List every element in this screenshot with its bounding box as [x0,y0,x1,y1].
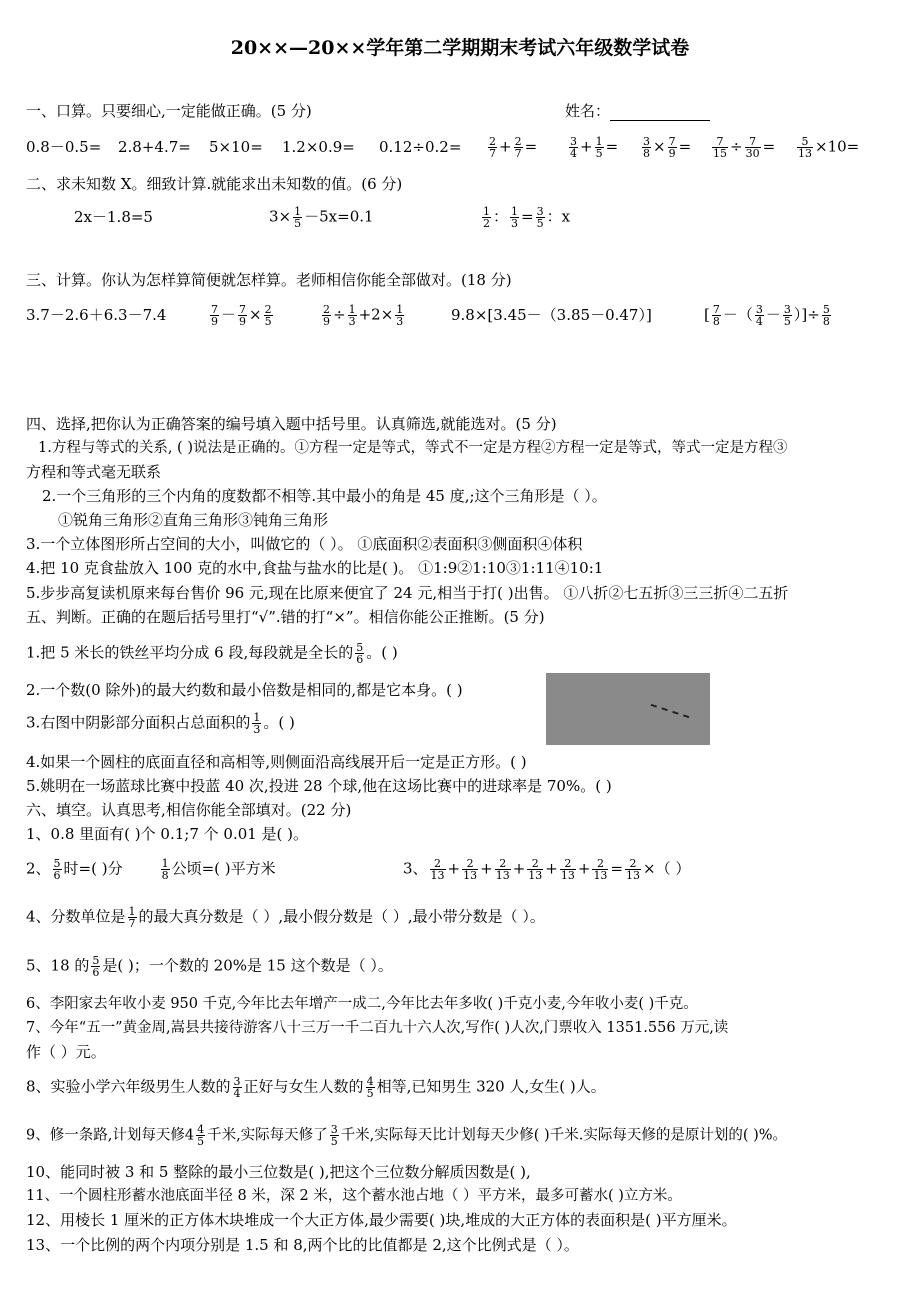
fill-q13: 13、一个比例的两个内项分别是 1.5 和 8,两个比的比值都是 2,这个比例式是（ ）。 [26,1236,579,1254]
fraction: $\frac{5}{8}$ [822,303,830,328]
fraction: $\frac{4}{5}$ [197,1123,205,1148]
choice-q1-cont: 方程和等式毫无联系 [26,463,162,481]
name-label: 姓名： [565,102,611,120]
section-4-header: 四、选择,把你认为正确答案的编号填入题中括号里。认真筛选,就能选对。(5 分) [26,415,557,433]
calc-2: $\frac{7}{9}$ － $\frac{7}{9}$ × $\frac{2}{5}$ [211,303,272,328]
fraction: $\frac{7}{9}$ [239,303,247,328]
fraction: $\frac{1}{7}$ [128,905,136,930]
fraction: $\frac{7}{9}$ [211,303,218,328]
equation-2: 3× $\frac{1}{5}$ －5x=0.1 [269,205,374,230]
fraction: $\frac{2}{13}$ [495,857,510,882]
fraction: $\frac{5}{6}$ [356,641,364,666]
fraction: $\frac{2}{13}$ [626,857,641,882]
fraction: $\frac{2}{13}$ [430,857,445,882]
fraction: $\frac{2}{13}$ [593,857,608,882]
section-1-header: 一、口算。只要细心,一定能做正确。(5 分) [26,102,312,120]
fill-q9: 9、修一条路,计划每天修4 $\frac{4}{5}$ 千米,实际每天修了 $\frac{3}{5}$ 千米,实际每天比计划每天少修( )千米.实际每天修的是原计划的( )%。 [26,1123,788,1148]
mental-frac-item: $\frac{7}{15}$ ÷ $\frac{7}{30}$ = [713,135,776,160]
equation-1: 2x－1.8=5 [74,208,153,226]
page-title: 20××—20××学年第二学期期末考试六年级数学试卷 [230,37,690,59]
judge-q1: 1.把 5 米长的铁丝平均分成 6 段,每段就是全长的 $\frac{5}{6}$ 。( ) [26,641,398,666]
fraction: $\frac{3}{5}$ [783,303,791,328]
fraction: $\frac{1}{3}$ [396,303,404,328]
fraction: $\frac{7}{15}$ [713,135,727,160]
fraction: $\frac{1}{8}$ [161,857,169,882]
mental-frac-item: $\frac{3}{8}$ × $\frac{7}{9}$ = [643,135,692,160]
fill-q2: 2、 $\frac{5}{6}$ 时=( )分 $\frac{1}{8}$ 公顷=( )平方米 [26,857,276,882]
fraction: $\frac{1}{2}$ [483,205,490,230]
choice-q4: 4.把 10 克食盐放入 100 克的水中,食盐与盐水的比是( )。 ①1:9②1:10③1:11④10:1 [26,559,604,577]
fraction: $\frac{7}{30}$ [745,135,760,160]
calc-4: 9.8×[3.45－（3.85－0.47）] [451,306,652,324]
fraction: $\frac{1}{3}$ [511,205,519,230]
fraction: $\frac{2}{9}$ [323,303,330,328]
fraction: $\frac{3}{5}$ [536,205,544,230]
mental-frac-item: $\frac{2}{7}$ + $\frac{2}{7}$ = [489,135,538,160]
name-field[interactable] [565,101,710,121]
fraction: $\frac{3}{8}$ [643,135,650,160]
shaded-area-figure [546,673,710,745]
fraction: $\frac{1}{5}$ [595,135,603,160]
choice-q2-options: ①锐角三角形②直角三角形③钝角三角形 [58,511,329,529]
fraction: $\frac{7}{9}$ [668,135,676,160]
fill-q7: 7、今年“五一”黄金周,嵩县共接待游客八十三万一千二百九十六人次,写作( )人次,门票收入 1351.556 万元,读 [26,1020,729,1036]
fraction: $\frac{5}{13}$ [798,135,812,160]
dashed-line [651,704,690,718]
mental-item: 0.12÷0.2= [379,138,462,156]
calc-1: 3.7－2.6＋6.3－7.4 [26,306,167,324]
fraction: $\frac{2}{13}$ [463,857,478,882]
choice-q1: 1.方程与等式的关系, ( )说法是正确的。①方程一定是等式，等式不一定是方程②方程一定是等式，等式一定是方程③ [38,440,788,456]
choice-q3: 3.一个立体图形所占空间的大小，叫做它的（ ）。 ①底面积②表面积③侧面积④体积 [26,535,583,553]
fill-q5: 5、18 的 $\frac{5}{6}$ 是( )；一个数的 20%是 15 这个数是（ ）。 [26,954,393,979]
fill-q1: 1、0.8 里面有( )个 0.1;7 个 0.01 是( )。 [26,825,309,843]
fill-q11: 11、一个圆柱形蓄水池底面半径 8 米，深 2 米，这个蓄水池占地（ ）平方米，最多可蓄水( )立方米。 [26,1188,682,1204]
mental-item: 2.8+4.7= [118,138,191,156]
fraction: $\frac{4}{5}$ [366,1075,374,1100]
fraction: $\frac{7}{8}$ [712,303,720,328]
fraction: $\frac{1}{3}$ [253,711,261,736]
fraction: $\frac{3}{5}$ [330,1123,338,1148]
fraction: $\frac{2}{7}$ [489,135,496,160]
fraction: $\frac{5}{6}$ [53,857,61,882]
section-2-header: 二、求未知数 X。细致计算.就能求出未知数的值。(6 分) [26,175,403,193]
section-5-header: 五、判断。正确的在题后括号里打“√”.错的打“×”。相信你能公正推断。(5 分) [26,608,545,626]
mental-item: 5×10= [209,138,263,156]
fraction: $\frac{1}{3}$ [348,303,356,328]
section-6-header: 六、填空。认真思考,相信你能全部填对。(22 分) [26,801,352,819]
fraction: $\frac{2}{7}$ [514,135,522,160]
fill-q4: 4、分数单位是 $\frac{1}{7}$ 的最大真分数是（ ）,最小假分数是（ ）,最小带分数是（ ）。 [26,905,545,930]
judge-q4: 4.如果一个圆柱的底面直径和高相等,则侧面沿高线展开后一定是正方形。( ) [26,753,527,771]
fraction: $\frac{2}{13}$ [560,857,575,882]
fraction: $\frac{2}{13}$ [528,857,543,882]
fraction: $\frac{2}{5}$ [264,303,272,328]
mental-frac-item: $\frac{3}{4}$ + $\frac{1}{5}$ = [570,135,619,160]
fill-q3: 3、 $\frac{2}{13}$ + $\frac{2}{13}$ + $\frac{2}{13}$ + $\frac{2}{13}$ + $\frac{2}{13}$ + $\frac{2}{13}$ = $\frac{2}{13}$ ×（ ） [403,857,691,882]
judge-q3: 3.右图中阴影部分面积占总面积的 $\frac{1}{3}$ 。( ) [26,711,295,736]
fraction: $\frac{3}{4}$ [233,1075,241,1100]
section-3-header: 三、计算。你认为怎样算简便就怎样算。老师相信你能全部做对。(18 分) [26,271,512,289]
fraction: $\frac{1}{5}$ [294,205,302,230]
judge-q5: 5.姚明在一场蓝球比赛中投蓝 40 次,投进 28 个球,他在这场比赛中的进球率是 70%。( ) [26,777,612,795]
fraction: $\frac{3}{4}$ [570,135,577,160]
mental-frac-item: $\frac{5}{13}$ ×10= [798,135,860,160]
name-blank[interactable] [610,106,710,121]
fill-q8: 8、实验小学六年级男生人数的 $\frac{3}{4}$ 正好与女生人数的 $\frac{4}{5}$ 相等,已知男生 320 人,女生( )人。 [26,1075,606,1100]
choice-q5: 5.步步高复读机原来每台售价 96 元,现在比原来便宜了 24 元,相当于打( )出售。 ①八折②七五折③三三折④二五折 [26,584,789,602]
mental-item: 0.8－0.5= [26,138,102,156]
fill-q6: 6、李阳家去年收小麦 950 千克,今年比去年增产一成二,今年比去年多收( )千克小麦,今年收小麦( )千克。 [26,996,698,1012]
choice-q2: 2.一个三角形的三个内角的度数都不相等.其中最小的角是 45 度,;这个三角形是（ ）。 [42,487,607,505]
fill-q7-cont: 作（ ）元。 [26,1043,106,1061]
mental-item: 1.2×0.9= [282,138,355,156]
calc-5: [ $\frac{7}{8}$ －（ $\frac{3}{4}$ － $\frac{3}{5}$ ）]÷ $\frac{5}{8}$ [704,303,830,328]
equation-3: $\frac{1}{2}$ ： $\frac{1}{3}$ = $\frac{3}{5}$ ：x [483,205,571,230]
fill-q12: 12、用棱长 1 厘米的正方体木块堆成一个大正方体,最少需要( )块,堆成的大正方体的表面积是( )平方厘米。 [26,1211,737,1229]
fill-q10: 10、能同时被 3 和 5 整除的最小三位数是( ),把这个三位数分解质因数是( ), [26,1163,531,1181]
fraction: $\frac{5}{6}$ [92,954,100,979]
fraction: $\frac{3}{4}$ [755,303,763,328]
judge-q2: 2.一个数(0 除外)的最大约数和最小倍数是相同的,都是它本身。( ) [26,681,463,699]
calc-3: $\frac{2}{9}$ ÷ $\frac{1}{3}$ +2× $\frac{1}{3}$ [323,303,404,328]
